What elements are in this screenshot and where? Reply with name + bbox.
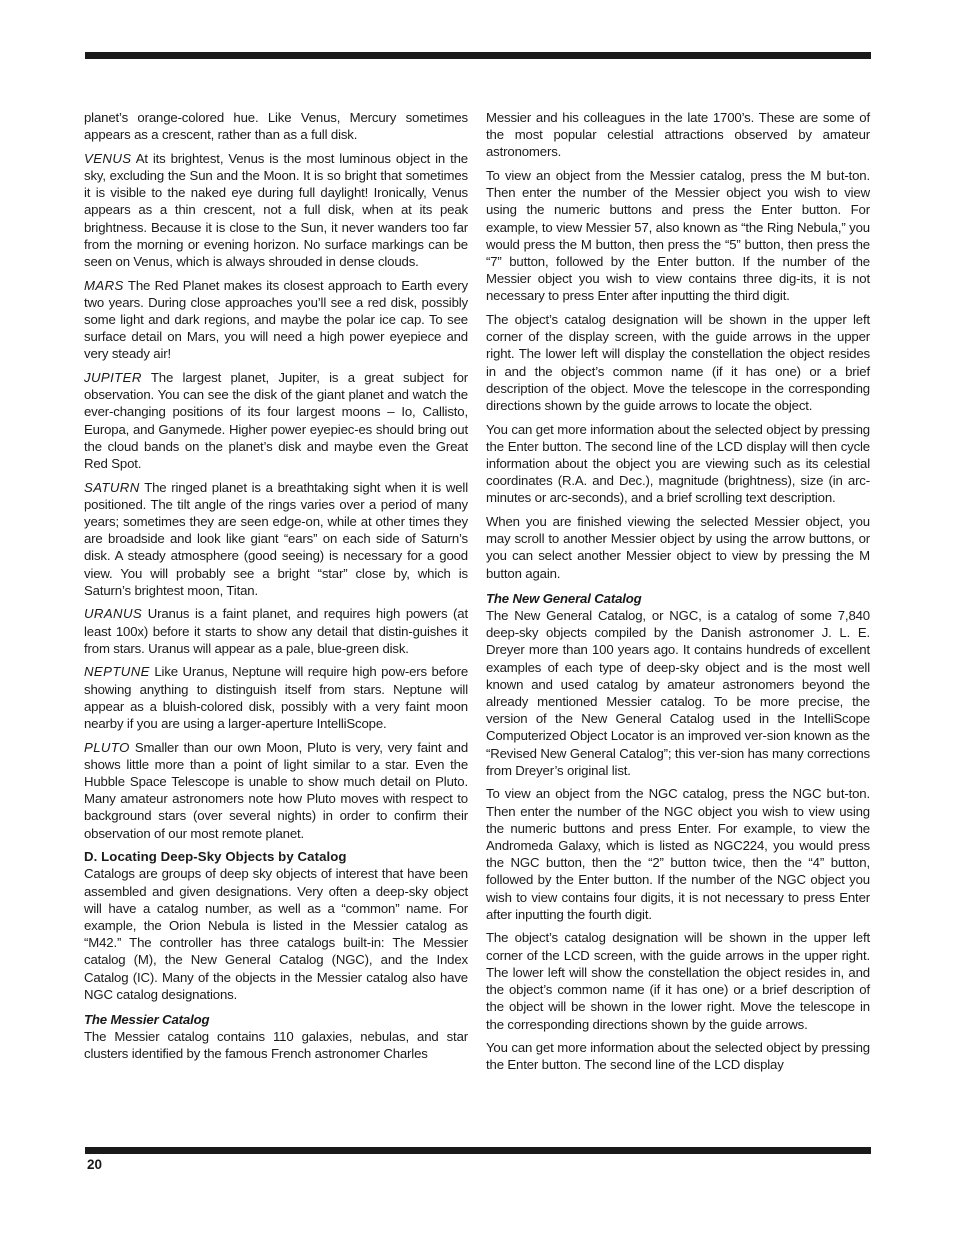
pluto-text: Smaller than our own Moon, Pluto is very, very faint and shows little more than a point of light similar to a star. Even the Hubble Space Telescope is unable to show much detail on Pluto. Many amateur astronomers note how Pluto moves with respect to background stars (over several nights) in order to confirm their observation of our most remote planet. bbox=[84, 739, 468, 841]
venus-text: At its brightest, Venus is the most luminous object in the sky, excluding the Sun and the Moon. It is so bright that sometimes it is visible to the naked eye during full daylight! Ironically, Venus appears as a thin crescent, not a full disk, when at its peak brightness. Because it is close to the Sun, it never wanders too far from the morning or evening horizon. No surface markings can be seen on Venus, which is always shrouded in dense clouds. bbox=[84, 150, 468, 270]
paragraph-messier-start: The Messier catalog contains 110 galaxies, nebulas, and star clusters identified by the famous French astronomer Charles bbox=[84, 1029, 468, 1062]
saturn-lead: SATURN bbox=[84, 479, 140, 495]
paragraph-saturn bbox=[84, 479, 468, 599]
jupiter-text: The largest planet, Jupiter, is a great subject for observation. You can see the disk of the giant planet and watch the ever-changing positions of its four largest moons – Io, Callisto, Europa, and Ganymede. Higher power eyepiec-es should bring out the cloud bands on the planet’s disk and maybe even the Great Red Spot. bbox=[84, 370, 468, 472]
venus-lead: VENUS bbox=[84, 150, 132, 166]
paragraph-uranus bbox=[84, 605, 468, 657]
subheading-ngc: The New General Catalog bbox=[486, 590, 642, 606]
neptune-text: Like Uranus, Neptune will require high pow-ers before showing anything to distinguish itself from stars. Neptune will appear as a bluish-colored disk, possibly with a very faint moon nearby if you are using a larger-aperture IntelliScope. bbox=[84, 664, 468, 732]
paragraph-ngc-view: To view an object from the NGC catalog, press the NGC but-ton. Then enter the number of the NGC object you wish to view using the numeric buttons and press Enter. For example, to view the Andromeda Galaxy, which is listed as NGC224, you would press the NGC button, then the “2” button twice, then the “4” button, followed by the Enter button. If the number of the NGC object you wish to view contains four digits, it is not necessary to press Enter after inputting the fourth digit. bbox=[486, 786, 870, 922]
paragraph-messier-info: You can get more information about the selected object by pressing the Enter button. The second line of the LCD display will then cycle information about the object you are viewing such as its celestial coordinates (R.A. and Dec.), magnitude (brightness), size (in arc-minutes or arc-seconds), and a brief scrolling text description. bbox=[486, 421, 870, 506]
paragraph-venus bbox=[84, 150, 468, 270]
jupiter-lead: JUPITER bbox=[84, 370, 142, 386]
mars-text: The Red Planet makes its closest approach to Earth every two years. During close approaches you’ll see a red disk, possibly some light and dark regions, and maybe the polar ice cap. To see surface detail on Mars, you will need a high power eyepiece and very steady air! bbox=[84, 277, 468, 362]
paragraph-messier-continued: Messier and his colleagues in the late 1700’s. These are some of the most popular celestial attractions observed by amateur astronomers. bbox=[486, 110, 870, 160]
uranus-text: Uranus is a faint planet, and requires high powers (at least 100x) before it starts to show any detail that distin-guishes it from stars. Uranus will appear as a pale, blue-green disk. bbox=[84, 606, 468, 656]
paragraph-jupiter bbox=[84, 369, 468, 472]
page-number: 20 bbox=[87, 1157, 103, 1172]
left-column bbox=[84, 109, 468, 1069]
saturn-text: The ringed planet is a breathtaking sight when it is well positioned. The tilt angle of the rings varies over a period of many years; sometimes they are seen edge-on, while at other times they are broadside and look like giant “ears” on each side of Saturn’s disk. A steady atmosphere (good seeing) is necessary for a good view. You will probably see a bright “star” close by, which is Saturn’s brightest moon, Titan. bbox=[84, 479, 468, 598]
paragraph-messier-display: The object’s catalog designation will be shown in the upper left corner of the display screen, with the guide arrows in the upper right. The lower left will display the constellation the object resides in and the object’s common name (if it has one) or a brief description of the object. Move the telescope in the corresponding directions shown by the guide arrows to locate the object. bbox=[486, 312, 870, 414]
top-rule bbox=[85, 52, 871, 59]
subheading-messier: The Messier Catalog bbox=[84, 1012, 210, 1028]
right-column bbox=[486, 109, 870, 1080]
paragraph-mercury-tail: planet’s orange-colored hue. Like Venus, Mercury sometimes appears as a crescent, rather than as a full disk. bbox=[84, 110, 468, 143]
paragraph-ngc-display: The object’s catalog designation will be shown in the upper left corner of the LCD screen, with the guide arrows in the upper right. The lower left will show the constellation the object resides in, and the object’s common name (if it has one) or a brief description of the object will be shown in the lower right. Move the telescope in the corresponding directions shown by the guide arrows. bbox=[486, 930, 870, 1032]
paragraph-ngc-info: You can get more information about the selected object by pressing the Enter button. The second line of the LCD display bbox=[486, 1040, 870, 1073]
uranus-lead: URANUS bbox=[84, 606, 143, 622]
paragraph-pluto bbox=[84, 739, 468, 842]
bottom-rule bbox=[85, 1147, 871, 1154]
paragraph-neptune bbox=[84, 663, 468, 732]
pluto-lead: PLUTO bbox=[84, 739, 130, 755]
section-heading-catalogs: D. Locating Deep-Sky Objects by Catalog bbox=[84, 849, 347, 865]
paragraph-messier-view: To view an object from the Messier catalog, press the M but-ton. Then enter the number of the Messier object you wish to view using the numeric buttons and press the Enter button. For example, to view Messier 57, also known as “the Ring Nebula,” you would press the M button, then press the “5” button, then press the “7” button, followed by the Enter button. If the number of the Messier object you wish to view contains three dig-its, it is not necessary to press Enter after inputting the third digit. bbox=[486, 168, 870, 304]
mars-lead: MARS bbox=[84, 277, 124, 293]
neptune-lead: NEPTUNE bbox=[84, 664, 150, 680]
paragraph-catalogs: Catalogs are groups of deep sky objects of interest that have been assembled and given designations. Very often a deep-sky object will have a catalog number, as well as a “common” name. For example, the Orion Nebula is listed in the Messier catalog as “M42.” The controller has three catalogs built-in: The Messier catalog (M), the New General Catalog (NGC), and the Index Catalog (IC). Many of the objects in the Messier catalog also have NGC catalog designations. bbox=[84, 866, 468, 1002]
paragraph-ngc-intro: The New General Catalog, or NGC, is a catalog of some 7,840 deep-sky objects compiled by the Danish astronomer J. L. E. Dreyer more than 100 years ago. It contains hundreds of excellent examples of each type of deep-sky object and is the most well known and used catalog by amateur astronomers beyond the already mentioned Messier catalog. To be more precise, the version of the New General Catalog used in the IntelliScope Computerized Object Locator is an improved ver-sion known as the “Revised New General Catalog”; this ver-sion has many corrections from Dreyer’s original list. bbox=[486, 608, 870, 778]
paragraph-messier-finish: When you are finished viewing the selected Messier object, you may scroll to another Messier object by using the arrow buttons, or you can select another Messier object to view by pressing the M button again. bbox=[486, 514, 870, 581]
paragraph-mars bbox=[84, 277, 468, 363]
